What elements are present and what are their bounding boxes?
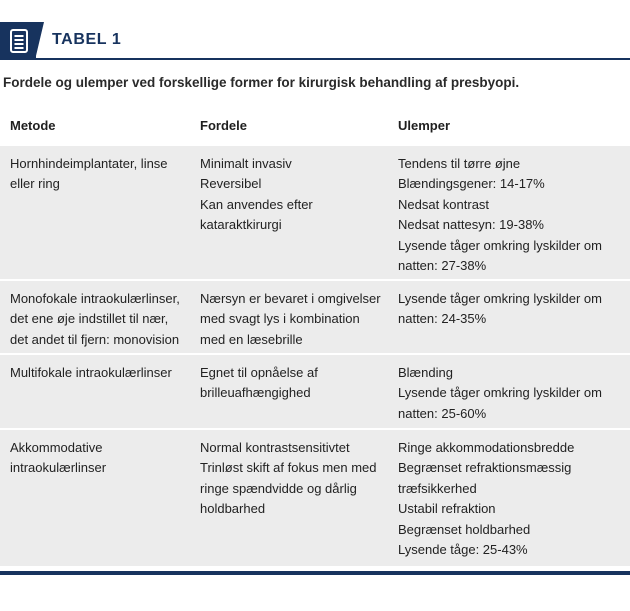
- cell-line: Reversibel: [200, 176, 262, 191]
- cell-fordele: [195, 363, 393, 420]
- cell-line: Begrænset holdbarhed: [398, 521, 531, 537]
- cell-line: Ustabil refraktion: [398, 501, 496, 516]
- cell-metode: [0, 289, 195, 345]
- column-header-ulemper: Ulemper: [398, 118, 451, 133]
- cell-line: med en læsebrille: [200, 331, 303, 347]
- cell-line: Egnet til opnåelse af: [200, 364, 318, 380]
- cell-line: Lysende tåger omkring lyskilder om: [398, 290, 602, 306]
- cell-line: natten: 24-35%: [398, 311, 487, 326]
- cell-line: træfsikkerhed: [398, 480, 477, 496]
- cell-metode: [0, 438, 195, 558]
- cell-line: Minimalt invasiv: [200, 155, 292, 171]
- cell-line: kataraktkirurgi: [200, 217, 282, 232]
- cell-line: Lysende tåge: 25-43%: [398, 542, 528, 557]
- cell-line: Multifokale intraokulærlinser: [10, 364, 172, 380]
- table-caption: Fordele og ulemper ved forskellige former for kirurgisk behandling af presbyopi.: [3, 75, 520, 90]
- cell-fordele: [195, 438, 393, 558]
- cell-line: eller ring: [10, 176, 60, 191]
- cell-line: med svagt lys i kombination: [200, 311, 360, 326]
- cell-line: Hornhindeimplantater, linse: [10, 155, 168, 171]
- cell-metode: [0, 154, 195, 271]
- header-tab-slant: [35, 22, 44, 60]
- cell-line: Lysende tåger omkring lyskilder om: [398, 385, 602, 400]
- cell-line: Nedsat kontrast: [398, 196, 490, 212]
- cell-line: natten: 25-60%: [398, 405, 487, 421]
- cell-line: brilleuafhængighed: [200, 385, 311, 400]
- cell-line: intraokulærlinser: [10, 460, 107, 475]
- table-row: [0, 281, 630, 355]
- cell-metode: [0, 363, 195, 420]
- cell-ulemper: [393, 154, 630, 271]
- cell-line: Kan anvendes efter: [200, 196, 313, 212]
- cell-line: Begrænset refraktionsmæssig: [398, 460, 572, 475]
- column-header-metode: Metode: [10, 118, 56, 133]
- cell-line: Blændingsgener: 14-17%: [398, 176, 545, 191]
- header-rule: [0, 58, 630, 60]
- cell-line: det andet til fjern: monovision: [10, 331, 180, 347]
- cell-line: Ringe akkommodationsbredde: [398, 439, 575, 455]
- cell-line: det ene øje indstillet til nær,: [10, 311, 169, 326]
- column-header-fordele: Fordele: [200, 118, 247, 133]
- table-header-band: [0, 22, 630, 60]
- bottom-rule: [0, 571, 630, 575]
- cell-line: Normal kontrastsensitivtet: [200, 439, 350, 455]
- comparison-table: [0, 106, 630, 568]
- cell-line: Nærsyn er bevaret i omgivelser: [200, 290, 381, 306]
- cell-line: Nedsat nattesyn: 19-38%: [398, 217, 544, 232]
- cell-line: Blænding: [398, 364, 453, 380]
- cell-ulemper: [393, 438, 630, 558]
- cell-line: Tendens til tørre øjne: [398, 155, 521, 171]
- cell-line: ringe spændvidde og dårlig: [200, 480, 357, 496]
- cell-line: Trinløst skift af fokus men med: [200, 460, 377, 475]
- cell-ulemper: [393, 289, 630, 345]
- cell-fordele: [195, 289, 393, 345]
- cell-line: Lysende tåger omkring lyskilder om: [398, 237, 602, 253]
- cell-ulemper: [393, 363, 630, 420]
- cell-line: Monofokale intraokulærlinser,: [10, 290, 180, 306]
- table-row: [0, 430, 630, 568]
- cell-line: holdbarhed: [200, 501, 266, 516]
- table-row: [0, 355, 630, 430]
- cell-line: natten: 27-38%: [398, 258, 487, 273]
- cell-line: Akkommodative: [10, 439, 103, 455]
- table-header-row: [0, 106, 630, 146]
- cell-fordele: [195, 154, 393, 271]
- table-row: [0, 146, 630, 281]
- document-list-icon: [9, 29, 29, 53]
- table-title: TABEL 1: [52, 31, 122, 48]
